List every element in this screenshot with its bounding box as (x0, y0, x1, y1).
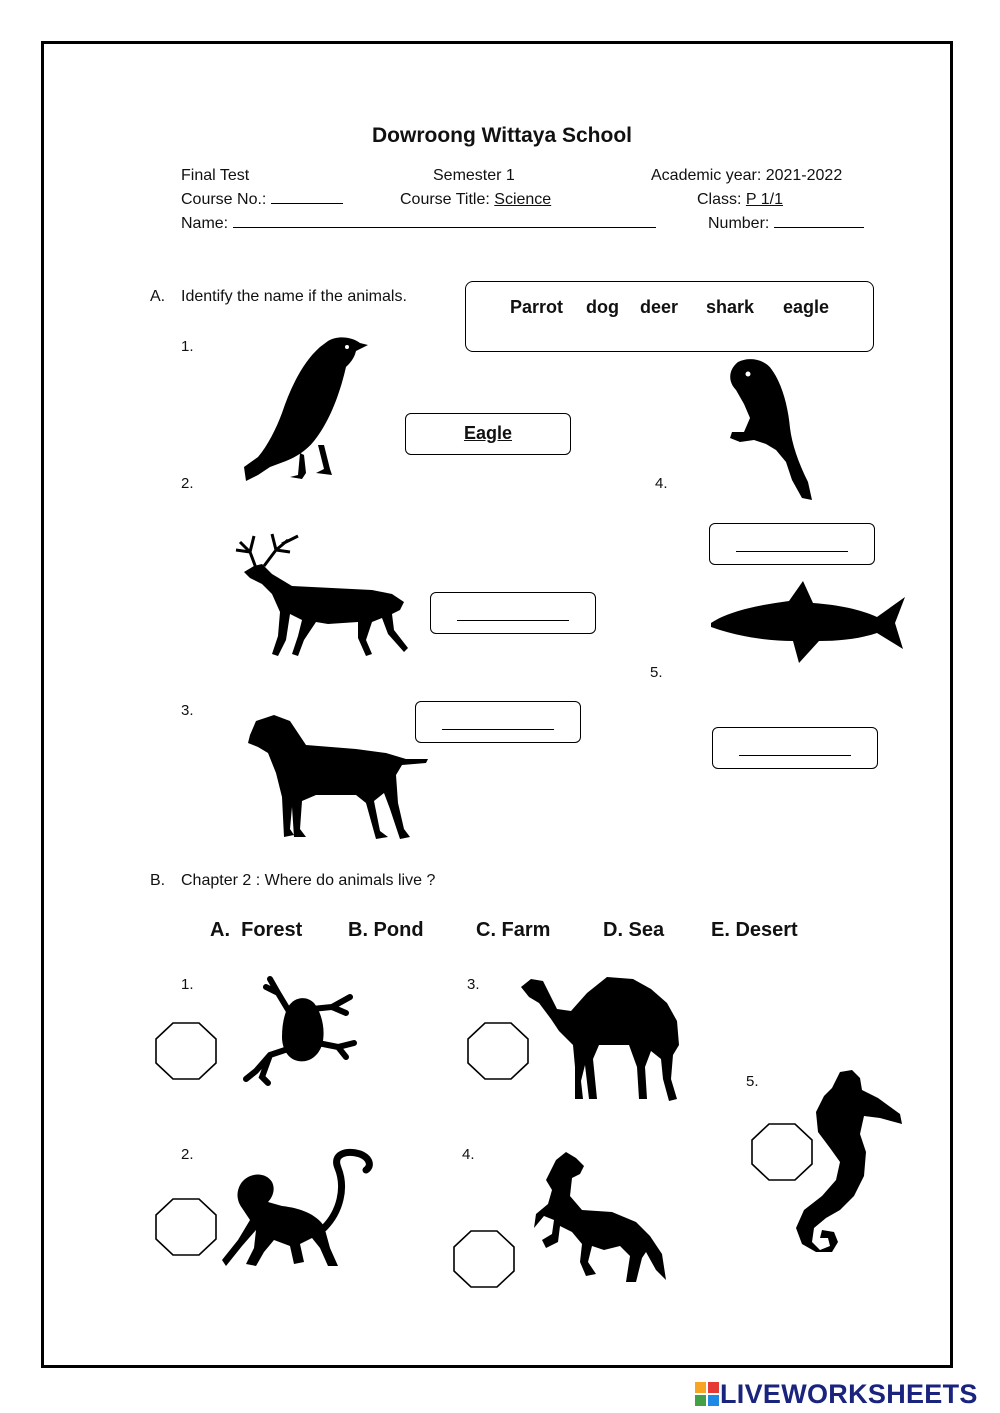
section-b-letter: B. (150, 872, 166, 889)
crow-silhouette-icon (240, 333, 370, 483)
monkey-silhouette-icon (220, 1148, 375, 1270)
course-title (400, 191, 551, 209)
camel-silhouette-icon (517, 975, 682, 1103)
item-number: 3. (181, 702, 194, 719)
item-number: 1. (181, 976, 194, 993)
liveworksheets-logo (694, 1378, 978, 1410)
course-no-label: Course No.: (181, 191, 267, 208)
section-a-letter: A. (150, 288, 166, 305)
item-number: 2. (181, 1146, 194, 1163)
item-number: 4. (655, 475, 668, 492)
item-number: 5. (746, 1073, 759, 1090)
answer-text: Eagle (463, 423, 513, 443)
item-number: 2. (181, 475, 194, 492)
shark-silhouette-icon (709, 579, 909, 664)
section-a-instruction: Identify the name if the animals. (181, 288, 407, 305)
section-b-instruction: Chapter 2 : Where do animals live ? (181, 872, 436, 889)
habitat-option: E. Desert (711, 919, 798, 941)
course-title-value: Science (494, 191, 552, 208)
name-row (181, 215, 656, 233)
test-label: Final Test (181, 167, 250, 184)
answer-box-3[interactable] (415, 701, 581, 743)
answer-box-2[interactable] (430, 592, 596, 634)
word-bank-item: shark (706, 297, 755, 317)
academic-year: Academic year: 2021-2022 (651, 167, 843, 184)
habitat-option: C. Farm (476, 919, 551, 941)
octagon-answer-box-1[interactable] (155, 1022, 217, 1080)
item-number: 1. (181, 338, 194, 355)
school-title: Dowroong Wittaya School (372, 124, 632, 147)
class-info (697, 191, 783, 209)
word-bank-item: deer (640, 297, 679, 317)
class-label: Class: (697, 191, 742, 208)
course-title-label: Course Title: (400, 191, 490, 208)
habitat-option: A. Forest (210, 919, 303, 941)
frog-silhouette-icon (242, 973, 362, 1088)
answer-box-5[interactable] (712, 727, 878, 769)
word-bank-item: dog (586, 297, 619, 317)
course-no-blank[interactable] (271, 203, 343, 204)
answer-line (442, 729, 554, 730)
word-bank-item: eagle (783, 297, 830, 317)
habitat-option: B. Pond (348, 919, 424, 941)
name-blank[interactable] (233, 227, 656, 228)
class-value: P 1/1 (745, 191, 783, 208)
seahorse-silhouette-icon (790, 1068, 905, 1253)
name-label: Name: (181, 215, 229, 232)
answer-box-4[interactable] (709, 523, 875, 565)
answer-box-1[interactable] (405, 413, 571, 455)
course-no (181, 191, 343, 209)
habitat-option: D. Sea (603, 919, 665, 941)
octagon-answer-box-4[interactable] (453, 1230, 515, 1288)
horse-silhouette-icon (532, 1150, 667, 1290)
dog-silhouette-icon (246, 713, 431, 843)
answer-line (736, 551, 848, 552)
number-row (708, 215, 864, 233)
parrot-silhouette-icon (726, 358, 816, 503)
answer-line (457, 620, 569, 621)
word-bank-item: Parrot (510, 297, 564, 317)
item-number: 4. (462, 1146, 475, 1163)
item-number: 5. (650, 664, 663, 681)
number-blank[interactable] (774, 227, 864, 228)
item-number: 3. (467, 976, 480, 993)
liveworksheets-logo-icon (694, 1381, 720, 1407)
answer-line (739, 755, 851, 756)
liveworksheets-brand: LIVEWORKSHEETS (720, 1378, 978, 1409)
deer-silhouette-icon (232, 530, 414, 658)
octagon-answer-box-2[interactable] (155, 1198, 217, 1256)
semester-label: Semester 1 (433, 167, 515, 184)
number-label: Number: (708, 215, 770, 232)
